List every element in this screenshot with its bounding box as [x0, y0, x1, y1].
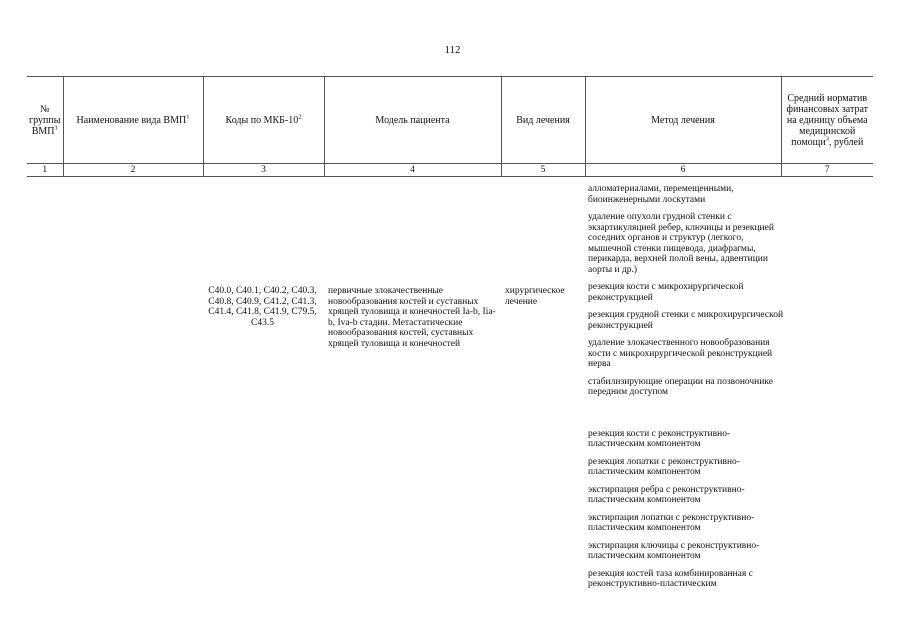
treatment-type-cell: хирургическое лечение: [505, 286, 565, 307]
header-group-number: № группы ВМП$^1$: [27, 77, 63, 164]
treatment-method-item: резекция кости с микрохирургической реконструкцией: [588, 282, 744, 303]
treatment-method-item: удаление злокачественного новообразования кости с микрохирургической реконструкцией нерва: [588, 338, 773, 369]
treatment-methods-list: [588, 184, 786, 597]
treatment-method-item: экстирпация ребра с реконструктивно-пластическим компонентом: [588, 484, 745, 505]
column-number: 1: [27, 164, 63, 177]
column-number: 3: [203, 164, 324, 177]
treatment-method-item: резекция кости с реконструктивно-пластическим компонентом: [588, 428, 731, 449]
treatment-method-item: удаление опухоли грудной стенки с экзартикуляцией ребер, ключицы и резекцией соседних органов и структур (легкого, мышечной стенки пищевода, диафрагмы, перикарда, верхней полой вены, адвентиции аорты и др.): [588, 212, 774, 275]
column-number-row: [27, 164, 873, 177]
treatment-method-item: алломатериалами, перемещенными, биоинженерными лоскутами: [588, 184, 734, 205]
column-number: 4: [324, 164, 501, 177]
treatment-method-item: резекция лопатки с реконструктивно-пластическим компонентом: [588, 456, 740, 477]
table-header-row: [27, 77, 873, 164]
column-number: 6: [585, 164, 781, 177]
column-number: 7: [781, 164, 873, 177]
icd-codes-cell: C40.0, C40.1, C40.2, C40.3, C40.8, C40.9, C41.2, C41.3, C41.4, C41.8, C41.9, C79.5, C43.5: [208, 286, 317, 328]
header-cost-standard: Средний норматив финансовых затрат на единицу объема медицинской помощи$^3$, рублей: [781, 77, 873, 164]
header-icd-codes: Коды по МКБ-$10^2$: [203, 77, 324, 164]
treatment-method-item: резекция костей таза комбинированная с реконструктивно-пластическим: [588, 568, 753, 589]
header-treatment-method: Метод лечения: [585, 77, 781, 164]
column-number: 5: [501, 164, 585, 177]
services-table: [27, 76, 873, 177]
treatment-method-item: стабилизирующие операции на позвоночнике передним доступом: [588, 376, 773, 397]
patient-model-cell: первичные злокачественные новообразования костей и суставных хрящей туловища и конечностей Ia-b, Iia-b, Iva-b стадии. Метастатические новообразования костей, суставных хрящей туловища и конечностей: [328, 286, 496, 349]
treatment-method-item: экстирпация ключицы с реконструктивно-пластическим компонентом: [588, 540, 760, 561]
treatment-method-item: резекция грудной стенки с микрохирургической реконструкцией: [588, 310, 784, 331]
header-patient-model: Модель пациента: [324, 77, 501, 164]
header-vmp-name: Наименование вида ВМП$^1$: [63, 77, 203, 164]
header-treatment-type: Вид лечения: [501, 77, 585, 164]
treatment-method-item: экстирпация лопатки с реконструктивно-пластическим компонентом: [588, 512, 755, 533]
page-number: 112: [444, 44, 461, 56]
column-number: 2: [63, 164, 203, 177]
